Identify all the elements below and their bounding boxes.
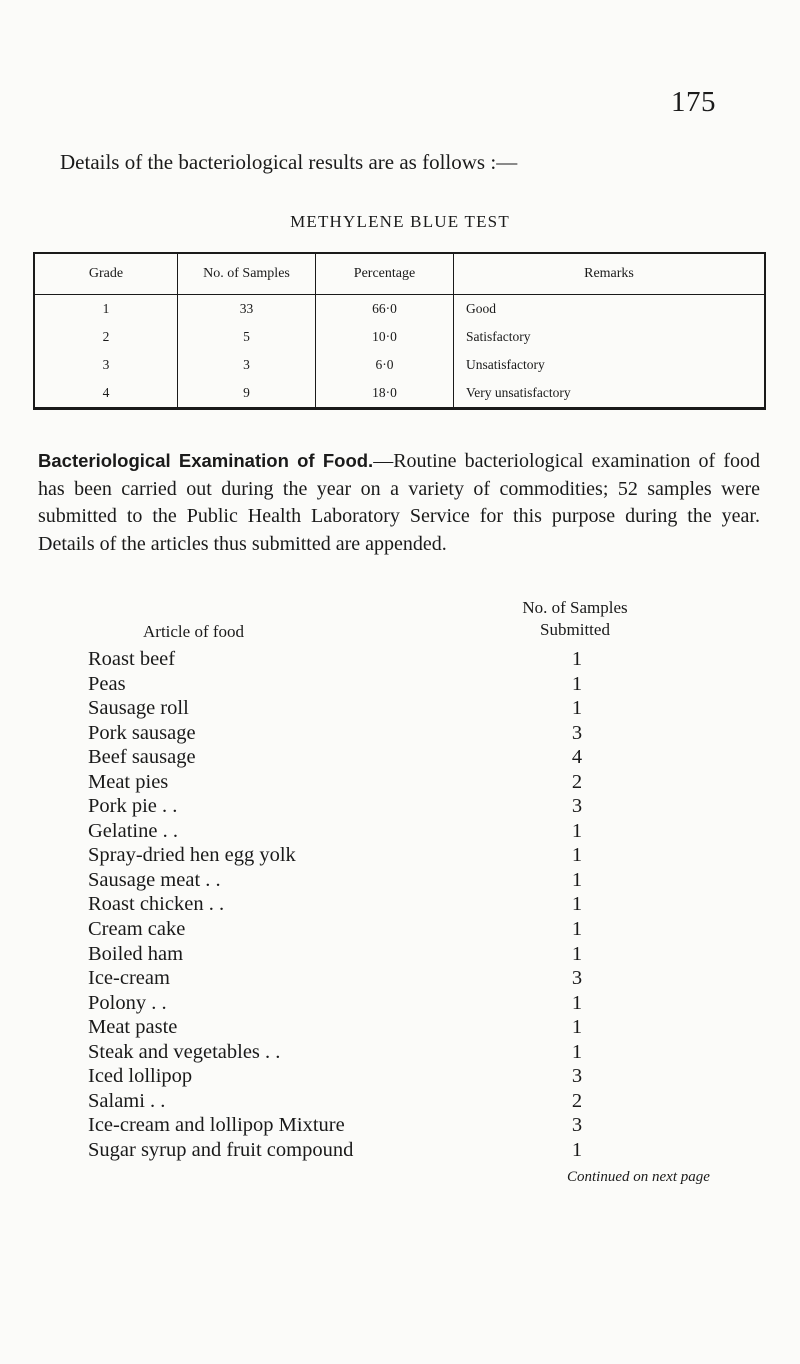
sample-count: 3 bbox=[571, 1114, 583, 1137]
food-name: Roast chicken . . bbox=[88, 893, 225, 916]
sample-count: 3 bbox=[571, 967, 583, 990]
grade-cell: 4 bbox=[34, 379, 178, 409]
food-name: Beef sausage bbox=[88, 746, 196, 769]
sample-count: 3 bbox=[571, 795, 583, 818]
header-grade: Grade bbox=[34, 253, 178, 295]
sample-count: 1 bbox=[571, 893, 583, 916]
food-name: Sausage roll bbox=[88, 697, 189, 720]
list-item bbox=[88, 1015, 608, 1040]
list-item bbox=[88, 721, 608, 746]
food-name: Iced lollipop bbox=[88, 1065, 193, 1088]
food-name: Pork sausage bbox=[88, 721, 196, 744]
continued-note: Continued on next page bbox=[567, 1169, 710, 1185]
header-remarks: Remarks bbox=[454, 253, 766, 295]
sample-count: 1 bbox=[571, 868, 583, 891]
article-column-header: Article of food bbox=[143, 622, 245, 641]
food-name: Sugar syrup and fruit compound bbox=[88, 1138, 354, 1161]
samples-column-header bbox=[490, 597, 660, 641]
food-name: Salami . . bbox=[88, 1089, 166, 1112]
sample-count: 1 bbox=[571, 819, 583, 842]
list-item bbox=[88, 647, 608, 672]
sample-count: 1 bbox=[571, 1016, 583, 1039]
sample-count: 1 bbox=[571, 1138, 583, 1161]
list-item bbox=[88, 1113, 608, 1138]
list-item bbox=[88, 1064, 608, 1089]
list-item bbox=[88, 672, 608, 697]
header-samples: No. of Samples bbox=[178, 253, 316, 295]
sample-count: 3 bbox=[571, 721, 583, 744]
list-item bbox=[88, 1089, 608, 1114]
sample-count: 1 bbox=[571, 648, 583, 670]
sample-count: 1 bbox=[571, 991, 583, 1014]
list-item bbox=[88, 1138, 608, 1163]
samples-cell: 5 bbox=[178, 323, 316, 351]
list-item bbox=[88, 966, 608, 991]
remarks-cell: Good bbox=[466, 301, 496, 316]
list-item bbox=[88, 1040, 608, 1065]
food-name: Ice-cream and lollipop Mixture bbox=[88, 1114, 345, 1137]
remarks-cell: Unsatisfactory bbox=[466, 357, 545, 372]
sample-count: 1 bbox=[571, 697, 583, 720]
list-item bbox=[88, 794, 608, 819]
list-item bbox=[88, 917, 608, 942]
sample-count: 2 bbox=[571, 770, 583, 793]
table-row bbox=[34, 295, 765, 324]
percentage-cell: 10·0 bbox=[316, 323, 454, 351]
samples-cell: 3 bbox=[178, 351, 316, 379]
list-item bbox=[88, 843, 608, 868]
remarks-cell: Very unsatisfactory bbox=[466, 385, 571, 400]
list-item bbox=[88, 745, 608, 770]
food-list bbox=[88, 647, 608, 1162]
samples-header-line1: No. of Samples bbox=[522, 598, 628, 617]
sample-count: 1 bbox=[571, 844, 583, 867]
sample-count: 4 bbox=[571, 746, 583, 769]
samples-header-line2: Submitted bbox=[540, 620, 610, 639]
food-name: Steak and vegetables . . bbox=[88, 1040, 281, 1063]
table-row bbox=[34, 323, 765, 351]
table-row bbox=[34, 379, 765, 409]
samples-cell: 33 bbox=[178, 295, 316, 324]
list-item bbox=[88, 892, 608, 917]
section-body: —Routine bacteriological examination of food has been carried out during the year on a variety of commodities; 52 samples were submitted to the Public Health Laboratory Service for this purpose during the year. Details of the articles thus submitted are appended. bbox=[38, 450, 760, 555]
list-item bbox=[88, 770, 608, 795]
grade-cell: 1 bbox=[34, 295, 178, 324]
sample-count: 1 bbox=[571, 672, 583, 695]
food-examination-paragraph bbox=[38, 447, 760, 558]
methylene-blue-table bbox=[33, 252, 766, 410]
list-item bbox=[88, 991, 608, 1016]
list-item bbox=[88, 942, 608, 967]
food-name: Spray-dried hen egg yolk bbox=[88, 844, 296, 867]
food-name: Ice-cream bbox=[88, 967, 170, 990]
food-name: Peas bbox=[88, 672, 126, 695]
food-name: Roast beef bbox=[88, 648, 176, 670]
header-percentage: Percentage bbox=[316, 253, 454, 295]
percentage-cell: 18·0 bbox=[316, 379, 454, 409]
intro-text: Details of the bacteriological results are as follows :— bbox=[60, 150, 518, 174]
percentage-cell: 6·0 bbox=[316, 351, 454, 379]
food-name: Sausage meat . . bbox=[88, 868, 221, 891]
food-name: Meat paste bbox=[88, 1016, 178, 1039]
section-heading: Bacteriological Examination of Food. bbox=[38, 450, 374, 471]
percentage-cell: 66·0 bbox=[316, 295, 454, 324]
food-name: Boiled ham bbox=[88, 942, 184, 965]
sample-count: 3 bbox=[571, 1065, 583, 1088]
table-title: METHYLENE BLUE TEST bbox=[290, 212, 510, 231]
grade-cell: 3 bbox=[34, 351, 178, 379]
table-header-row bbox=[34, 253, 765, 295]
sample-count: 2 bbox=[571, 1089, 583, 1112]
list-item bbox=[88, 819, 608, 844]
remarks-cell: Satisfactory bbox=[466, 329, 531, 344]
food-name: Pork pie . . bbox=[88, 795, 178, 818]
samples-cell: 9 bbox=[178, 379, 316, 409]
food-name: Cream cake bbox=[88, 918, 186, 941]
table-row bbox=[34, 351, 765, 379]
food-name: Polony . . bbox=[88, 991, 167, 1014]
sample-count: 1 bbox=[571, 942, 583, 965]
grade-cell: 2 bbox=[34, 323, 178, 351]
sample-count: 1 bbox=[571, 1040, 583, 1063]
food-name: Gelatine . . bbox=[88, 819, 178, 842]
sample-count: 1 bbox=[571, 918, 583, 941]
list-item bbox=[88, 868, 608, 893]
food-name: Meat pies bbox=[88, 770, 169, 793]
list-item bbox=[88, 696, 608, 721]
page-number: 175 bbox=[671, 86, 716, 118]
